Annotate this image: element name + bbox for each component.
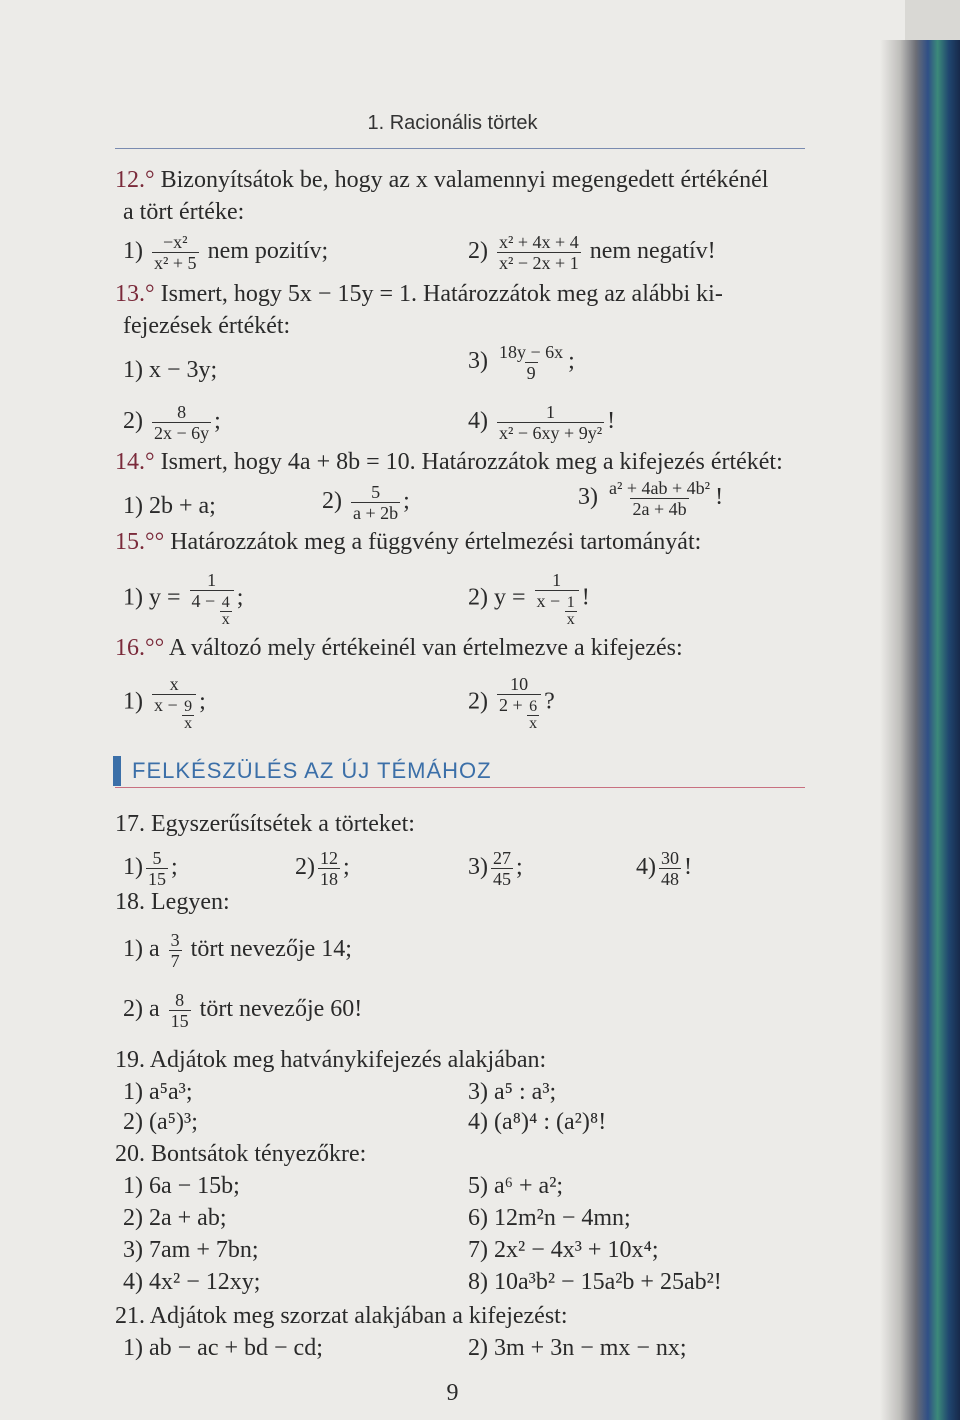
- problem-16: [115, 634, 683, 662]
- problem-14-item-1: 1) 2b + a;: [123, 493, 216, 519]
- problem-13-item-4: 4) $\frac{1}{\text{x² − 6xy + 9y²}}$ !: [468, 402, 616, 443]
- problem-13-item-1: 1) x − 3y;: [123, 357, 218, 383]
- problem-number: 15.°°: [115, 529, 165, 555]
- problem-19-item-1: 1) a⁵a³;: [123, 1079, 193, 1105]
- problem-15: [115, 528, 701, 556]
- fraction: x x − $\frac{9}{x}$: [152, 674, 196, 732]
- item-text: nem negatív!: [589, 238, 716, 265]
- problem-number: 12.°: [115, 167, 155, 193]
- fraction: $\frac{\text{−x²}}{\text{x² + 5}}$: [154, 232, 197, 273]
- problem-20-item-3: 3) 7am + 7bn;: [123, 1237, 259, 1263]
- problem-15-item-2: 2) y = 1 x − $\frac{1}{x}$ !: [468, 570, 590, 628]
- problem-19: [115, 1046, 546, 1074]
- problem-16-item-2: 2) 10 2 + $\frac{6}{x}$ ?: [468, 674, 555, 732]
- problem-text: Bizonyítsátok be, hogy az x valamennyi megengedett értékénél: [160, 167, 769, 193]
- section-title: FELKÉSZÜLÉS AZ ÚJ TÉMÁHOZ: [132, 758, 492, 783]
- fraction: 10 2 + $\frac{6}{x}$: [497, 674, 541, 732]
- page-number: 9: [446, 1380, 459, 1406]
- item-text: nem pozitív;: [207, 238, 329, 265]
- problem-20-item-5: 5) a⁶ + a²;: [468, 1173, 564, 1199]
- fraction: $\frac{5}{a + 2b}$: [353, 482, 399, 523]
- section-rule: [115, 787, 805, 788]
- problem-12: [115, 166, 768, 194]
- problem-13-text2: fejezések értékét:: [123, 313, 291, 339]
- problem-19-item-2: 2) (a⁵)³;: [123, 1109, 198, 1135]
- problem-14-item-3: 3) $\frac{\text{a² + 4ab + 4b²}}{2a + 4b}$ !: [578, 478, 724, 519]
- problem-number: 21.: [115, 1303, 145, 1329]
- problem-18-item-2: 2) a $\frac{8}{15}$ tört nevezője 60!: [123, 990, 363, 1031]
- book-spine: [880, 40, 960, 1420]
- problem-text: Ismert, hogy 4a + 8b = 10. Határozzátok meg a kifejezés értékét:: [160, 449, 783, 475]
- problem-13: [115, 280, 723, 308]
- problem-16-item-1: 1) x x − $\frac{9}{x}$ ;: [123, 674, 206, 732]
- problem-21-item-1: 1) ab − ac + bd − cd;: [123, 1335, 323, 1361]
- fraction: $\frac{\text{a² + 4ab + 4b²}}{2a + 4b}$: [609, 478, 711, 519]
- problem-14-item-2: 2) $\frac{5}{a + 2b}$ ;: [322, 482, 410, 523]
- fraction: $\frac{27}{45}$: [493, 848, 511, 889]
- problem-20-item-8: 8) 10a³b² − 15a²b + 25ab²!: [468, 1269, 722, 1295]
- fraction: $\frac{12}{18}$: [320, 848, 338, 889]
- problem-text: A változó mely értékeinél van értelmezve a kifejezés:: [168, 635, 683, 661]
- problem-20-item-1: 1) 6a − 15b;: [123, 1173, 240, 1199]
- problem-12-text2: a tört értéke:: [123, 199, 245, 225]
- problem-20-item-2: 2) 2a + ab;: [123, 1205, 227, 1231]
- item-label: 1): [123, 238, 143, 265]
- problem-number: 20.: [115, 1141, 145, 1167]
- fraction: $\frac{8}{2x - 6y}$: [154, 402, 210, 443]
- section-marker: [113, 756, 121, 786]
- problem-19-item-3: 3) a⁵ : a³;: [468, 1079, 557, 1105]
- problem-21: [115, 1302, 568, 1330]
- fraction: 1 x − $\frac{1}{x}$: [535, 570, 579, 628]
- problem-20: [115, 1140, 366, 1168]
- problem-number: 18.: [115, 889, 145, 915]
- problem-13-item-2: 2) $\frac{8}{2x - 6y}$ ;: [123, 402, 221, 443]
- problem-text: Egyszerűsítsétek a törteket:: [151, 811, 415, 837]
- problem-13-item-3: 3) $\frac{18y - 6x}{9}$ ;: [468, 342, 575, 383]
- problem-text: Ismert, hogy 5x − 15y = 1. Határozzátok meg az alábbi ki-: [160, 281, 723, 307]
- problem-text: Adjátok meg hatványkifejezés alakjában:: [149, 1047, 547, 1073]
- problem-20-item-6: 6) 12m²n − 4mn;: [468, 1205, 631, 1231]
- problem-17-item-3: 3) $\frac{27}{45}$ ;: [468, 848, 523, 889]
- problem-17-item-1: 1) $\frac{5}{15}$ ;: [123, 848, 178, 889]
- fraction: $\frac{5}{15}$: [148, 848, 166, 889]
- problem-17-item-4: 4) $\frac{30}{48}$ !: [636, 848, 692, 889]
- problem-17: [115, 810, 415, 838]
- page-header: 1. Racionális törtek: [367, 112, 538, 134]
- problem-number: 13.°: [115, 281, 155, 307]
- problem-12-item-1: [123, 232, 328, 273]
- fraction: $\frac{8}{15}$: [170, 990, 189, 1031]
- problem-20-item-4: 4) 4x² − 12xy;: [123, 1269, 261, 1295]
- fraction: $\frac{\text{x² + 4x + 4}}{\text{x² − 2x + 1}}$: [499, 232, 579, 273]
- fraction: 1 4 − $\frac{4}{x}$: [190, 570, 234, 628]
- fraction: $\frac{30}{48}$: [661, 848, 679, 889]
- problem-20-item-7: 7) 2x² − 4x³ + 10x⁴;: [468, 1237, 659, 1263]
- problem-17-item-2: 2) $\frac{12}{18}$ ;: [295, 848, 350, 889]
- problem-text: Legyen:: [151, 889, 230, 915]
- problem-text: Adjátok meg szorzat alakjában a kifejezést:: [149, 1303, 568, 1329]
- problem-number: 19.: [115, 1047, 145, 1073]
- problem-text: Bontsátok tényezőkre:: [151, 1141, 367, 1167]
- problem-number: 14.°: [115, 449, 155, 475]
- fraction: $\frac{1}{\text{x² − 6xy + 9y²}}$: [499, 402, 603, 443]
- problem-12-item-2: [468, 232, 716, 273]
- fraction: $\frac{3}{7}$: [170, 930, 180, 971]
- problem-number: 17.: [115, 811, 145, 837]
- problem-21-item-2: 2) 3m + 3n − mx − nx;: [468, 1335, 687, 1361]
- problem-18: [115, 888, 230, 916]
- header-rule: [115, 148, 805, 149]
- problem-18-item-1: 1) a $\frac{3}{7}$ tört nevezője 14;: [123, 930, 352, 971]
- item-label: 2): [468, 238, 488, 265]
- problem-text: Határozzátok meg a függvény értelmezési tartományát:: [170, 529, 702, 555]
- problem-19-item-4: 4) (a⁸)⁴ : (a²)⁸!: [468, 1109, 607, 1135]
- problem-14: [115, 448, 783, 476]
- fraction: $\frac{18y - 6x}{9}$: [499, 342, 564, 383]
- problem-15-item-1: 1) y = 1 4 − $\frac{4}{x}$ ;: [123, 570, 244, 628]
- problem-number: 16.°°: [115, 635, 165, 661]
